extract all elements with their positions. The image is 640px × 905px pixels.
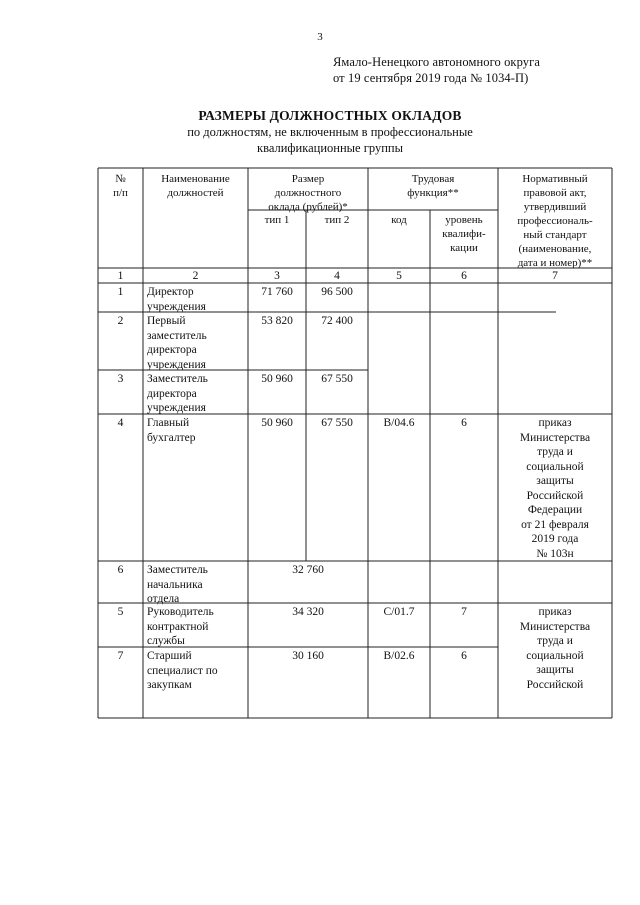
row-3-type1: 50 960 bbox=[261, 373, 293, 385]
row-7-position: Старший специалист по закупкам bbox=[147, 650, 218, 691]
document-subtitle-line-2: квалификационные группы bbox=[257, 141, 403, 155]
header-salary: Размер должностного оклада (рублей)* bbox=[268, 173, 348, 213]
document-subtitle-line-1: по должностям, не включенным в профессиональные bbox=[187, 125, 473, 139]
row-4-type1: 50 960 bbox=[261, 417, 293, 429]
row-7-num: 7 bbox=[117, 650, 124, 662]
row-6-position: Руководитель контрактной службы bbox=[147, 606, 214, 647]
header-legal-act: Нормативный правовой акт, утвердивший профессиональ- ный стандарт (наименование, дата и номер)** bbox=[517, 173, 593, 269]
col-number-4: 4 bbox=[334, 270, 340, 282]
header-name: Наименование должностей bbox=[161, 173, 230, 199]
row-1-type2: 96 500 bbox=[321, 286, 353, 298]
header-region-line: Ямало-Ненецкого автономного округа bbox=[333, 55, 541, 69]
page-number: 3 bbox=[317, 31, 323, 43]
row-1-num: 1 bbox=[117, 286, 124, 298]
row-3-type2: 67 550 bbox=[321, 373, 353, 385]
row-2-type1: 53 820 bbox=[261, 315, 293, 327]
header-num: № п/п bbox=[113, 173, 128, 199]
row-4-num: 4 bbox=[117, 417, 124, 429]
row-4-position: Главный бухгалтер bbox=[147, 417, 196, 444]
col-number-7: 7 bbox=[552, 270, 558, 282]
header-function: Трудовая функция** bbox=[407, 173, 459, 199]
row-3-num: 3 bbox=[117, 373, 124, 385]
row-5-num: 6 bbox=[117, 564, 124, 576]
row-1-type1: 71 760 bbox=[261, 286, 293, 298]
row-4-type2: 67 550 bbox=[321, 417, 353, 429]
row-3-position: Заместитель директора учреждения bbox=[147, 373, 208, 414]
row-4-legal-act: приказ Министерства труда и социальной защиты Российской Федерации от 21 февраля 2019 года № 103н bbox=[519, 417, 591, 560]
col-number-3: 3 bbox=[274, 270, 280, 282]
header-level: уровень квалифи- кации bbox=[442, 214, 486, 254]
row-2-num: 2 bbox=[117, 315, 124, 327]
col-number-2: 2 bbox=[192, 270, 199, 282]
rows-6-7-legal-act: приказ Министерства труда и социальной защиты Российской bbox=[519, 606, 591, 691]
row-7-level: 6 bbox=[461, 650, 467, 662]
col-number-1: 1 bbox=[117, 270, 124, 282]
row-2-position: Первый заместитель директора учреждения bbox=[147, 315, 207, 371]
header-type2: тип 2 bbox=[324, 214, 350, 226]
col-number-6: 6 bbox=[461, 270, 467, 282]
row-6-num: 5 bbox=[117, 606, 124, 618]
row-7-code: B/02.6 bbox=[383, 650, 415, 662]
row-1-position: Директор учреждения bbox=[147, 286, 206, 313]
document-title: РАЗМЕРЫ ДОЛЖНОСТНЫХ ОКЛАДОВ bbox=[198, 108, 462, 123]
row-6-level: 7 bbox=[461, 606, 467, 618]
row-4-level: 6 bbox=[461, 417, 467, 429]
header-type1: тип 1 bbox=[264, 214, 290, 226]
row-5-salary: 32 760 bbox=[292, 564, 324, 576]
col-number-5: 5 bbox=[396, 270, 402, 282]
row-7-salary: 30 160 bbox=[292, 650, 324, 662]
row-6-salary: 34 320 bbox=[292, 606, 324, 618]
row-5-position: Заместитель начальника отдела bbox=[147, 564, 208, 605]
row-6-code: C/01.7 bbox=[383, 606, 415, 618]
header-date-line: от 19 сентября 2019 года № 1034-П) bbox=[333, 71, 529, 85]
header-code: код bbox=[391, 214, 407, 226]
row-2-type2: 72 400 bbox=[321, 315, 353, 327]
row-4-code: B/04.6 bbox=[383, 417, 415, 429]
